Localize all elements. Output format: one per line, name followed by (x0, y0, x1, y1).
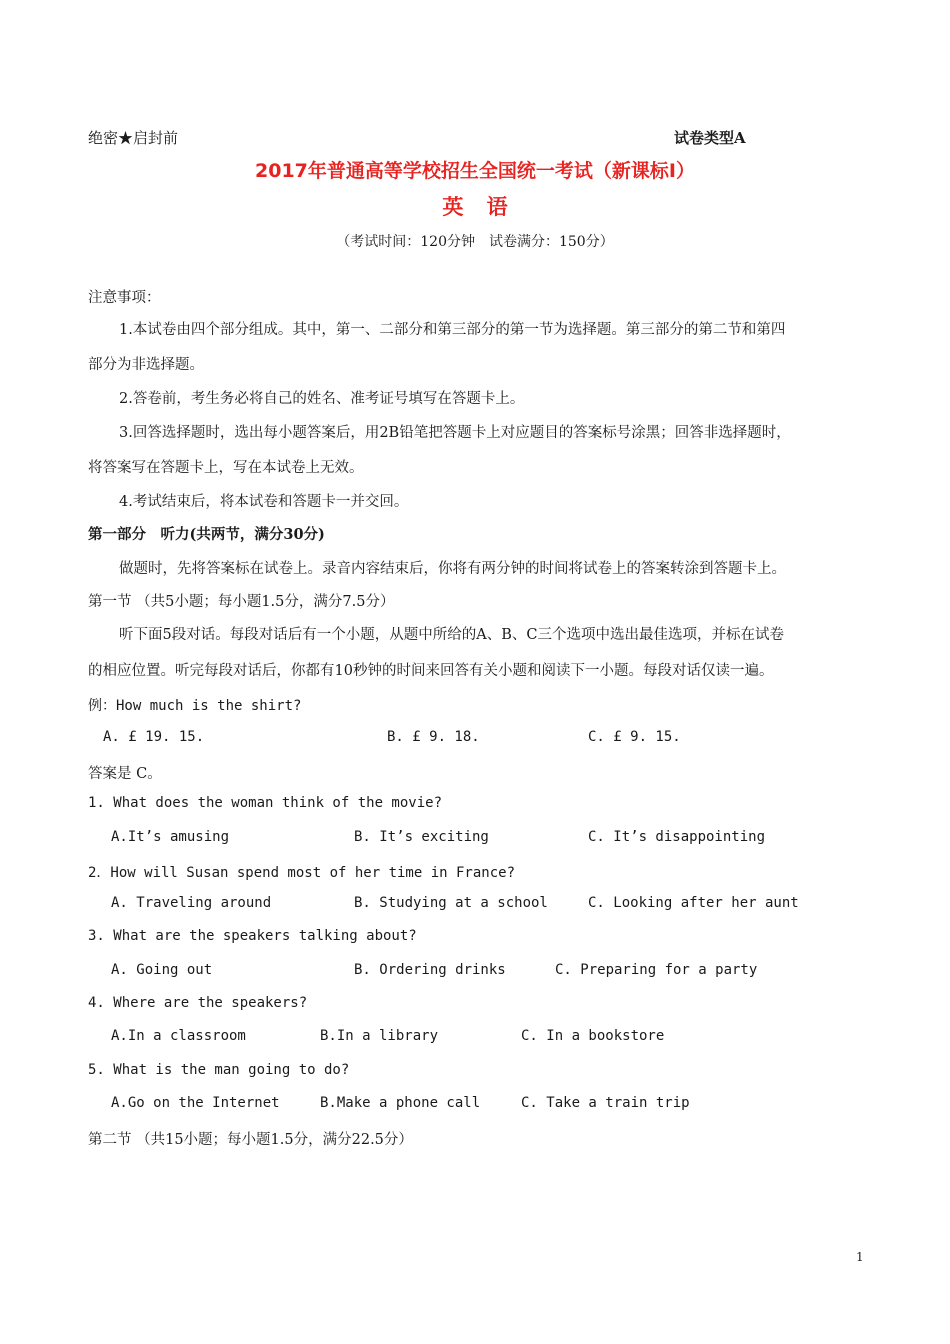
notice-item-3: 3.回答选择题时，选出每小题答案后，用2B铅笔把答题卡上对应题目的答案标号涂黑；回答非选择题时， (119, 425, 791, 441)
example-option-a: A. £ 19. 15. (103, 729, 205, 745)
q1-option-a: A.It’s amusing (111, 829, 230, 845)
subject-title: 英 语 (442, 195, 516, 219)
section2-heading: 第二节 （共15小题；每小题1.5分，满分22.5分） (88, 1132, 413, 1148)
q3-option-a: A. Going out (111, 962, 213, 978)
q2-option-b: B. Studying at a school (354, 895, 548, 911)
q5-option-a: A.Go on the Internet (111, 1095, 280, 1111)
q2-option-c: C. Looking after her aunt (588, 895, 799, 911)
notice-item-2: 2.答卷前，考生务必将自己的姓名、准考证号填写在答题卡上。 (119, 391, 525, 407)
exam-time-info: （考试时间：120分钟 试卷满分：150分） (336, 234, 614, 250)
q1-option-c: C. It’s disappointing (588, 829, 766, 845)
question-1: 1. What does the woman think of the movie? (88, 795, 443, 811)
secret-label: 绝密★启封前 (88, 129, 179, 147)
notice-item-1-cont: 部分为非选择题。 (88, 357, 204, 373)
notice-item-1: 1.本试卷由四个部分组成。其中，第一、二部分和第三部分的第一节为选择题。第三部分的第二节和第四 (119, 322, 786, 338)
q3-option-b: B. Ordering drinks (354, 962, 506, 978)
example-option-b: B. £ 9. 18. (387, 729, 480, 745)
part1-instruction: 做题时，先将答案标在试卷上。录音内容结束后，你将有两分钟的时间将试卷上的答案转涂到答题卡上。 (119, 561, 786, 577)
example-question: 例：How much is the shirt? (88, 698, 302, 714)
notice-item-4: 4.考试结束后，将本试卷和答题卡一并交回。 (119, 494, 409, 510)
question-5: 5. What is the man going to do? (88, 1062, 350, 1078)
section1-instruction: 听下面5段对话。每段对话后有一个小题，从题中所给的A、B、C三个选项中选出最佳选项，并标在试卷 (119, 627, 784, 643)
question-4: 4. Where are the speakers? (88, 995, 308, 1011)
example-option-c: C. £ 9. 15. (588, 729, 681, 745)
paper-type-label: 试卷类型A (674, 129, 746, 147)
q4-option-a: A.In a classroom (111, 1028, 246, 1044)
question-3: 3. What are the speakers talking about? (88, 928, 417, 944)
section1-instruction-cont: 的相应位置。听完每段对话后，你都有10秒钟的时间来回答有关小题和阅读下一小题。每段对话仅读一遍。 (88, 663, 774, 679)
example-answer: 答案是 C。 (88, 766, 162, 782)
section1-heading: 第一节 （共5小题；每小题1.5分，满分7.5分） (88, 594, 395, 610)
part1-heading: 第一部分 听力(共两节，满分30分) (88, 526, 325, 543)
notice-heading: 注意事项： (88, 290, 161, 306)
q1-option-b: B. It’s exciting (354, 829, 489, 845)
q5-option-b: B.Make a phone call (320, 1095, 481, 1111)
exam-title: 2017年普通高等学校招生全国统一考试（新课标Ⅰ） (255, 160, 695, 182)
q3-option-c: C. Preparing for a party (555, 962, 758, 978)
q5-option-c: C. Take a train trip (521, 1095, 690, 1111)
q4-option-c: C. In a bookstore (521, 1028, 665, 1044)
page-number: 1 (856, 1250, 864, 1264)
notice-item-3-cont: 将答案写在答题卡上，写在本试卷上无效。 (88, 460, 364, 476)
q4-option-b: B.In a library (320, 1028, 439, 1044)
question-2: 2．How will Susan spend most of her time in France? (88, 865, 516, 881)
q2-option-a: A. Traveling around (111, 895, 272, 911)
